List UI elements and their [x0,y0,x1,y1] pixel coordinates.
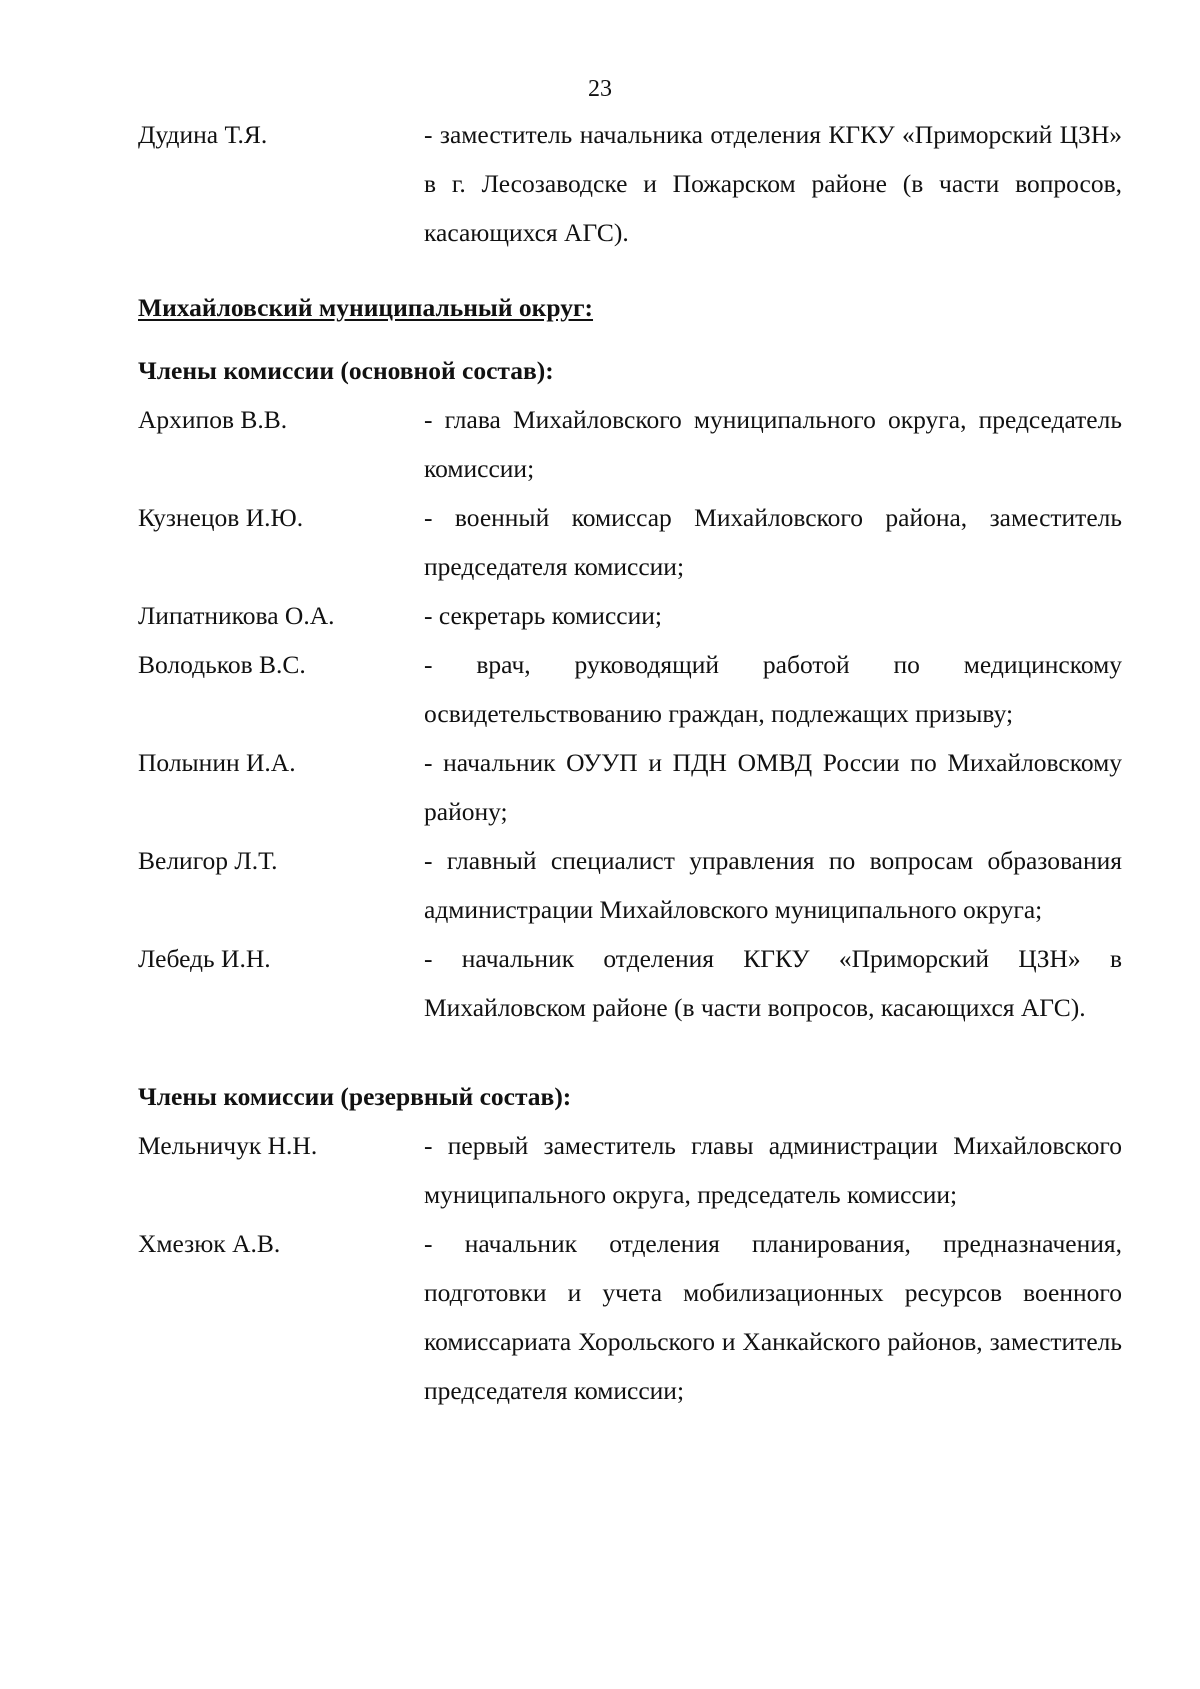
municipality-heading: Михайловский муниципальный округ: [138,293,594,322]
document-body [138,110,1122,1415]
member-name: Володьков В.С. [138,650,306,679]
member-name: Дудина Т.Я. [138,120,268,149]
member-entry [138,836,1122,934]
member-entry [138,640,1122,738]
member-entry [138,738,1122,836]
member-description: - секретарь комиссии; [424,601,662,630]
member-description: - военный комиссар Михайловского района, заместитель председателя комиссии; [424,503,1122,581]
main-members-heading: Члены комиссии (основной состав): [138,356,554,385]
member-name: Полынин И.А. [138,748,296,777]
member-name: Кузнецов И.Ю. [138,503,304,532]
member-name: Лебедь И.Н. [138,944,271,973]
member-entry [138,395,1122,493]
member-entry [138,110,1122,257]
member-name: Велигор Л.Т. [138,846,278,875]
member-description: - начальник ОУУП и ПДН ОМВД России по Михайловскому району; [424,748,1122,826]
member-description: - заместитель начальника отделения КГКУ «Приморский ЦЗН» в г. Лесозаводске и Пожарском районе (в части вопросов, касающихся АГС). [424,120,1122,247]
member-description: - начальник отделения планирования, предназначения, подготовки и учета мобилизационных ресурсов военного комиссариата Хорольского и Ханкайского районов, заместитель председателя комиссии; [424,1229,1122,1405]
member-description: - начальник отделения КГКУ «Приморский ЦЗН» в Михайловском районе (в части вопросов, касающихся АГС). [424,944,1122,1022]
member-entry [138,1219,1122,1415]
reserve-members-heading: Члены комиссии (резервный состав): [138,1082,572,1111]
member-entry [138,493,1122,591]
member-description: - главный специалист управления по вопросам образования администрации Михайловского муниципального округа; [424,846,1122,924]
member-name: Липатникова О.А. [138,601,335,630]
member-name: Архипов В.В. [138,405,288,434]
member-description: - врач, руководящий работой по медицинскому освидетельствованию граждан, подлежащих призыву; [424,650,1122,728]
member-name: Мельничук Н.Н. [138,1131,318,1160]
member-description: - глава Михайловского муниципального округа, председатель комиссии; [424,405,1122,483]
member-entry [138,934,1122,1032]
member-entry [138,1121,1122,1219]
member-description: - первый заместитель главы администрации Михайловского муниципального округа, председатель комиссии; [424,1131,1122,1209]
member-entry [138,591,1122,640]
page-number: 23 [588,76,612,102]
member-name: Хмезюк А.В. [138,1229,281,1258]
